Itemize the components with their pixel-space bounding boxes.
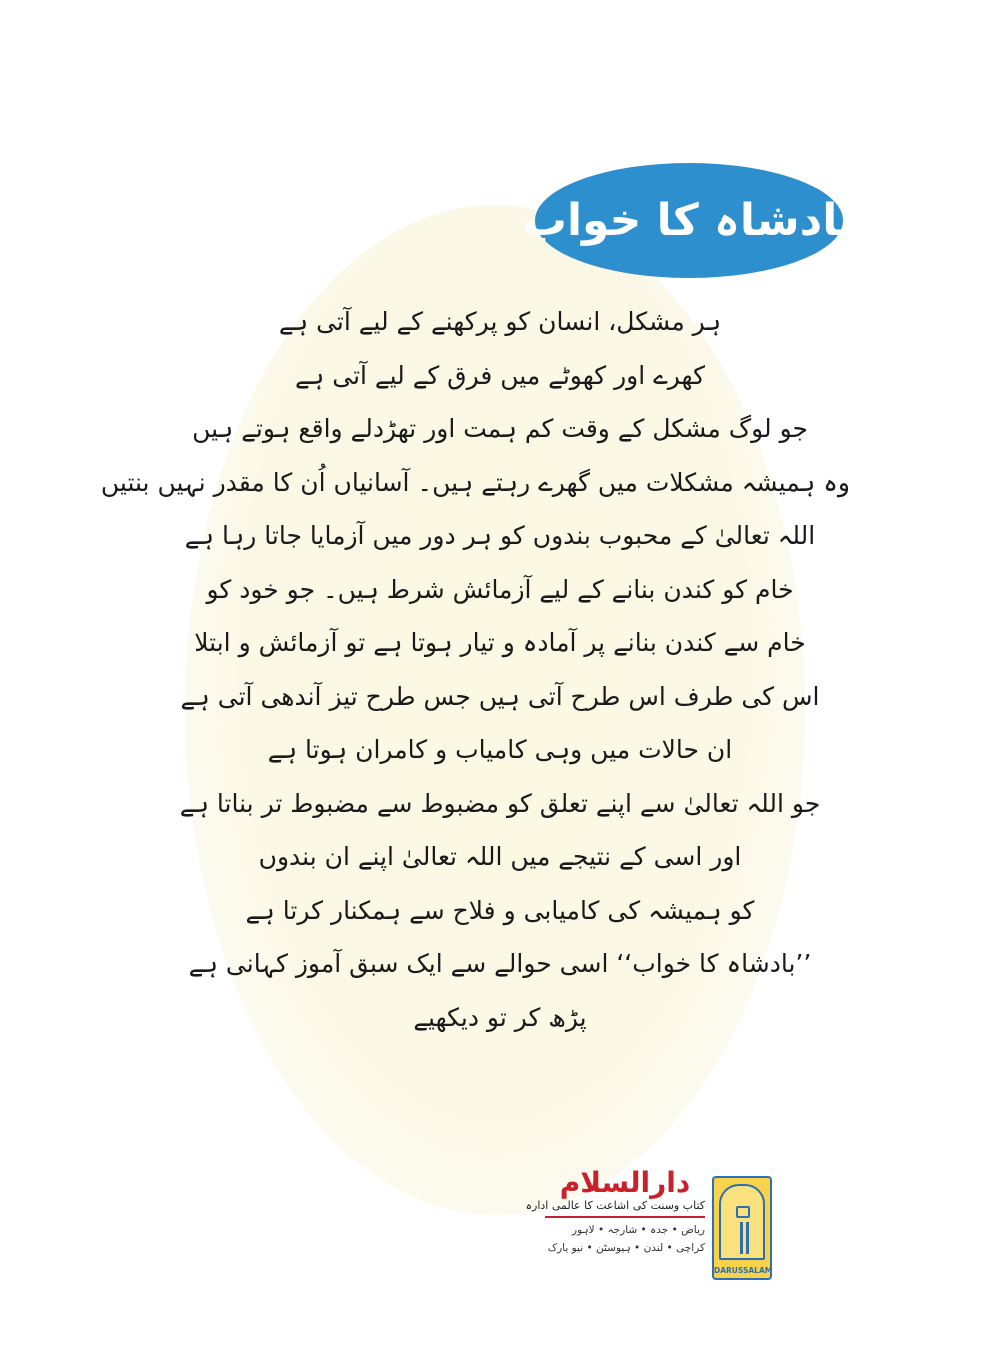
- text-line: ’’بادشاہ کا خواب‘‘ اسی حوالے سے ایک سبق آموز کہانی ہے: [188, 949, 812, 978]
- text-line: کو ہمیشہ کی کامیابی و فلاح سے ہمکنار کرتا ہے: [245, 895, 755, 925]
- logo-calligraphy-icon: [740, 1222, 749, 1254]
- text-line: ہر مشکل، انسان کو پرکھنے کے لیے آتی ہے: [278, 307, 722, 336]
- page-title: بادشاہ کا خواب: [522, 195, 856, 246]
- logo-arch: [719, 1184, 765, 1260]
- intro-text: [100, 295, 850, 1044]
- logo-book-icon: [736, 1206, 750, 1218]
- text-line: ان حالات میں وہی کامیاب و کامران ہوتا ہے: [267, 735, 733, 764]
- text-line: کھرے اور کھوٹے میں فرق کے لیے آتی ہے: [295, 360, 705, 390]
- publisher-cities-1: ریاض • جدہ • شارجہ • لاہور: [572, 1224, 705, 1236]
- publisher-tagline: کتاب وسنت کی اشاعت کا عالمی ادارہ: [525, 1199, 705, 1212]
- text-line: اللہ تعالیٰ کے محبوب بندوں کو ہر دور میں آزمایا جاتا رہا ہے: [184, 521, 816, 550]
- text-line: جو اللہ تعالیٰ سے اپنے تعلق کو مضبوط سے مضبوط تر بناتا ہے: [179, 788, 821, 818]
- text-line: خام کو کندن بنانے کے لیے آزمائش شرط ہیں۔ جو خود کو: [206, 574, 794, 604]
- publisher-block: [525, 1166, 705, 1268]
- text-line: اس کی طرف اس طرح آتی ہیں جس طرح تیز آندھی آتی ہے: [180, 681, 820, 711]
- text-line: خام سے کندن بنانے پر آمادہ و تیار ہوتا ہے تو آزمائش و ابتلا: [194, 628, 806, 657]
- title-badge: [522, 163, 856, 278]
- text-line: اور اسی کے نتیجے میں اللہ تعالیٰ اپنے ان بندوں: [258, 842, 742, 871]
- text-line: وہ ہمیشہ مشکلات میں گھرے رہتے ہیں۔ آسانیاں اُن کا مقدر نہیں بنتیں: [100, 467, 850, 497]
- text-line: جو لوگ مشکل کے وقت کم ہمت اور تھڑدلے واقع ہوتے ہیں: [192, 414, 808, 443]
- darussalam-logo-icon: [712, 1176, 772, 1280]
- text-line: پڑھ کر تو دیکھیے: [413, 1002, 587, 1032]
- publisher-divider: [545, 1216, 705, 1218]
- publisher-name: دارالسلام: [559, 1166, 691, 1199]
- logo-label: DARUSSALAM: [714, 1266, 773, 1275]
- publisher-cities-2: کراچی • لندن • ہیوسٹن • نیو یارک: [547, 1242, 705, 1254]
